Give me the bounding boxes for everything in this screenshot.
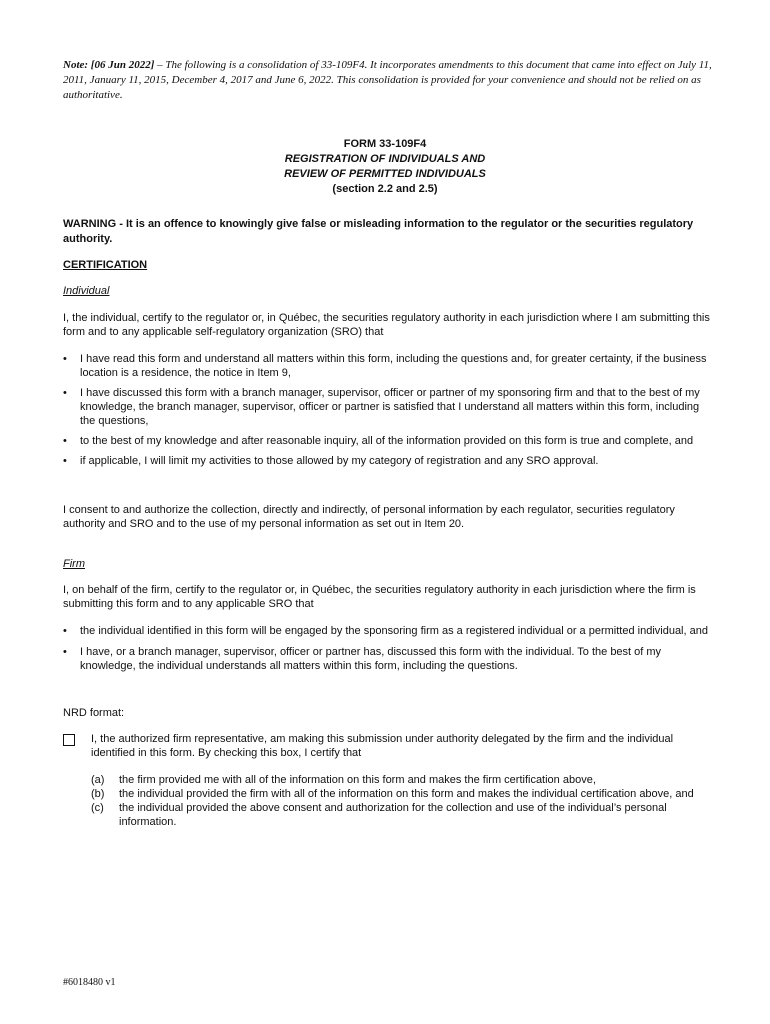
item-marker: (b) [91,788,105,800]
list-item: (c) the individual provided the above consent and authorization for the collection and use of the individual’s personal information. [91,802,667,828]
bullet-glyph: • [63,387,67,399]
note-text: – The following is a consolidation of 33-109F4. It incorporates amendments to this document that came into effect on July 11, 2011, January 11, 2015, December 4, 2017 and June 6, 2022. This consolidation is provided for your convenience and should not be relied on as authoritative. [63,59,712,101]
nrd-certify-text: I, the authorized firm representative, am making this submission under authority delegated by the firm and the individual identified in this form. By checking this box, I certify that [91,733,674,759]
consolidation-note [63,58,713,103]
nrd-certify-checkbox[interactable] [63,734,75,746]
individual-bullet-list [63,352,713,468]
nrd-format-label: NRD format: [63,707,125,719]
bullet-glyph: • [63,646,67,658]
individual-intro: I, the individual, certify to the regulator or, in Québec, the securities regulatory authority in each jurisdiction where I am submitting this form and to any applicable self-regulatory organization (SRO) that [63,312,710,338]
firm-heading: Firm [63,558,85,570]
form-sections: (section 2.2 and 2.5) [332,183,438,195]
list-item: • I have read this form and understand all matters within this form, including the questions and, for greater certainty, if the business location is a residence, the notice in Item 9, [63,353,707,379]
individual-heading: Individual [63,285,110,297]
warning-statement: WARNING - It is an offence to knowingly give false or misleading information to the regulator or the securities regulatory authority. [63,218,694,245]
list-item: • the individual identified in this form will be engaged by the sponsoring firm as a registered individual or a permitted individual, and [63,625,708,637]
document-id-footer: #6018480 v1 [63,977,116,988]
bullet-glyph: • [63,625,67,637]
firm-intro: I, on behalf of the firm, certify to the regulator or, in Québec, the securities regulatory authority in each jurisdiction where the firm is submitting this form and to any applicable SRO that [63,584,696,610]
list-item: (b) the individual provided the firm with all of the information on this form and makes the individual certification above, and [91,788,694,800]
item-marker: (c) [91,802,104,814]
certification-heading: CERTIFICATION [63,259,148,271]
note-label: Note: [06 Jun 2022] [63,59,155,71]
bullet-glyph: • [63,455,67,467]
individual-consent: I consent to and authorize the collection, directly and indirectly, of personal information by each regulator, securities regulatory authority and SRO and to the use of my personal information as set out in Item 20. [63,504,675,530]
item-marker: (a) [91,774,105,786]
form-number: FORM 33-109F4 [343,138,427,150]
bullet-glyph: • [63,353,67,365]
bullet-glyph: • [63,435,67,447]
form-title-line-1: REGISTRATION OF INDIVIDUALS AND [284,153,486,165]
list-item: • I have, or a branch manager, supervisor, officer or partner has, discussed this form with the individual. To the best of my knowledge, the individual understands all matters within this form, including the questions. [63,646,662,672]
list-item: • I have discussed this form with a branch manager, supervisor, officer or partner of my sponsoring firm and that to the best of my knowledge, the branch manager, supervisor, officer or partner is satisfied that I understand all matters within this form, including the questions, [63,387,700,427]
firm-bullet-list [63,624,713,673]
nrd-items-list [91,773,711,829]
form-title-line-2: REVIEW OF PERMITTED INDIVIDUALS [284,168,486,180]
list-item: • to the best of my knowledge and after reasonable inquiry, all of the information provided on this form is true and complete, and [63,435,694,447]
list-item: • if applicable, I will limit my activities to those allowed by my category of registration and any SRO approval. [63,455,599,467]
list-item: (a) the firm provided me with all of the information on this form and makes the firm certification above, [91,774,596,786]
form-title-block [0,137,770,197]
